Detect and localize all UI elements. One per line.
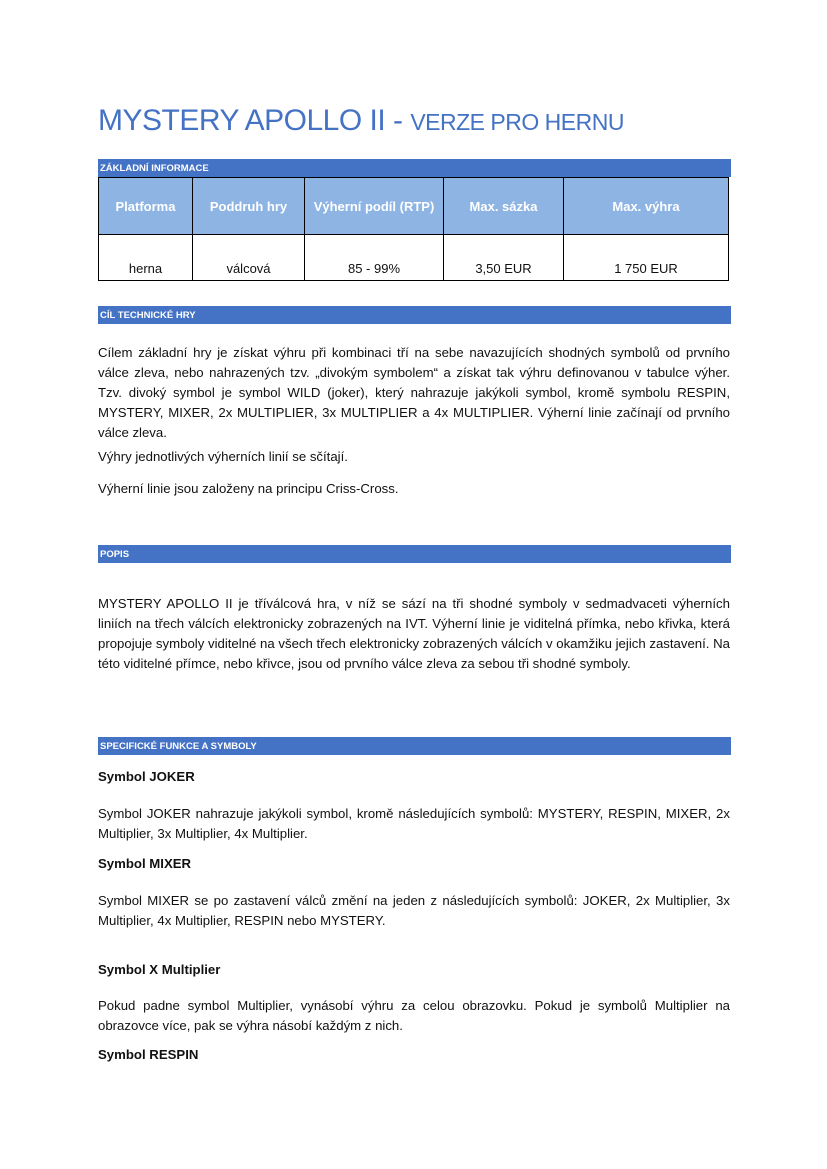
section-header-basic: ZÁKLADNÍ INFORMACE	[98, 159, 731, 177]
joker-heading: Symbol JOKER	[98, 769, 195, 784]
section-header-features: SPECIFICKÉ FUNKCE A SYMBOLY	[98, 737, 731, 755]
table-cell: 1 750 EUR	[564, 235, 729, 281]
table-cell: válcová	[193, 235, 305, 281]
table-cell: 3,50 EUR	[444, 235, 564, 281]
table-cell: herna	[99, 235, 193, 281]
title-subtitle: VERZE PRO HERNU	[410, 109, 624, 135]
joker-paragraph: Symbol JOKER nahrazuje jakýkoli symbol, kromě následujících symbolů: MYSTERY, RESPIN, MIXER, 2x Multiplier, 3x Multiplier, 4x Multiplier.	[98, 806, 730, 841]
table-header: Poddruh hry	[193, 178, 305, 235]
table-header: Platforma	[99, 178, 193, 235]
goal-paragraph: Cílem základní hry je získat výhru při kombinaci tří na sebe navazujících shodných symbolů od prvního válce zleva, nebo nahrazených tzv. „divokým symbolem“ a získat tak výhru definovanou v tabulce výher. Tzv. divoký symbol je symbol WILD (joker), který nahrazuje jakýkoli symbol, kromě symbolu RESPIN, MYSTERY, MIXER, 2x MULTIPLIER, 3x MULTIPLIER a 4x MULTIPLIER. Výherní linie začínají od prvního válce zleva.	[98, 345, 730, 440]
table-header: Max. sázka	[444, 178, 564, 235]
page-title	[98, 104, 624, 138]
goal-paragraph: Výhry jednotlivých výherních linií se sčítají.	[98, 449, 348, 464]
table-header: Výherní podíl (RTP)	[305, 178, 444, 235]
mixer-paragraph: Symbol MIXER se po zastavení válců změní na jeden z následujících symbolů: JOKER, 2x Multiplier, 3x Multiplier, 4x Multiplier, RESPIN nebo MYSTERY.	[98, 893, 730, 928]
section-header-goal: CÍL TECHNICKÉ HRY	[98, 306, 731, 324]
respin-heading: Symbol RESPIN	[98, 1047, 199, 1062]
description-paragraph: MYSTERY APOLLO II je tříválcová hra, v níž se sází na tři shodné symboly v sedmadvaceti výherních liniích na třech válcích elektronicky zobrazených na IVT. Výherní linie je viditelná přímka, nebo křivka, která propojuje symboly viditelné na všech třech elektronicky zobrazených válcích v okamžiku jejich zastavení. Na této viditelné přímce, nebo křivce, jsou od prvního válce zleva za sebou tři shodné symboly.	[98, 596, 730, 671]
title-main: MYSTERY APOLLO II -	[98, 104, 411, 137]
multiplier-paragraph: Pokud padne symbol Multiplier, vynásobí výhru za celou obrazovku. Pokud je symbolů Multiplier na obrazovce více, pak se výhra násobí každým z nich.	[98, 998, 730, 1033]
section-header-description: POPIS	[98, 545, 731, 563]
table-header: Max. výhra	[564, 178, 729, 235]
mixer-heading: Symbol MIXER	[98, 856, 192, 871]
multiplier-heading: Symbol X Multiplier	[98, 962, 221, 977]
table-cell: 85 - 99%	[305, 235, 444, 281]
table-header-row	[99, 178, 729, 235]
table-row	[99, 235, 729, 281]
basic-info-table	[98, 177, 729, 281]
goal-paragraph: Výherní linie jsou založeny na principu Criss-Cross.	[98, 481, 399, 496]
